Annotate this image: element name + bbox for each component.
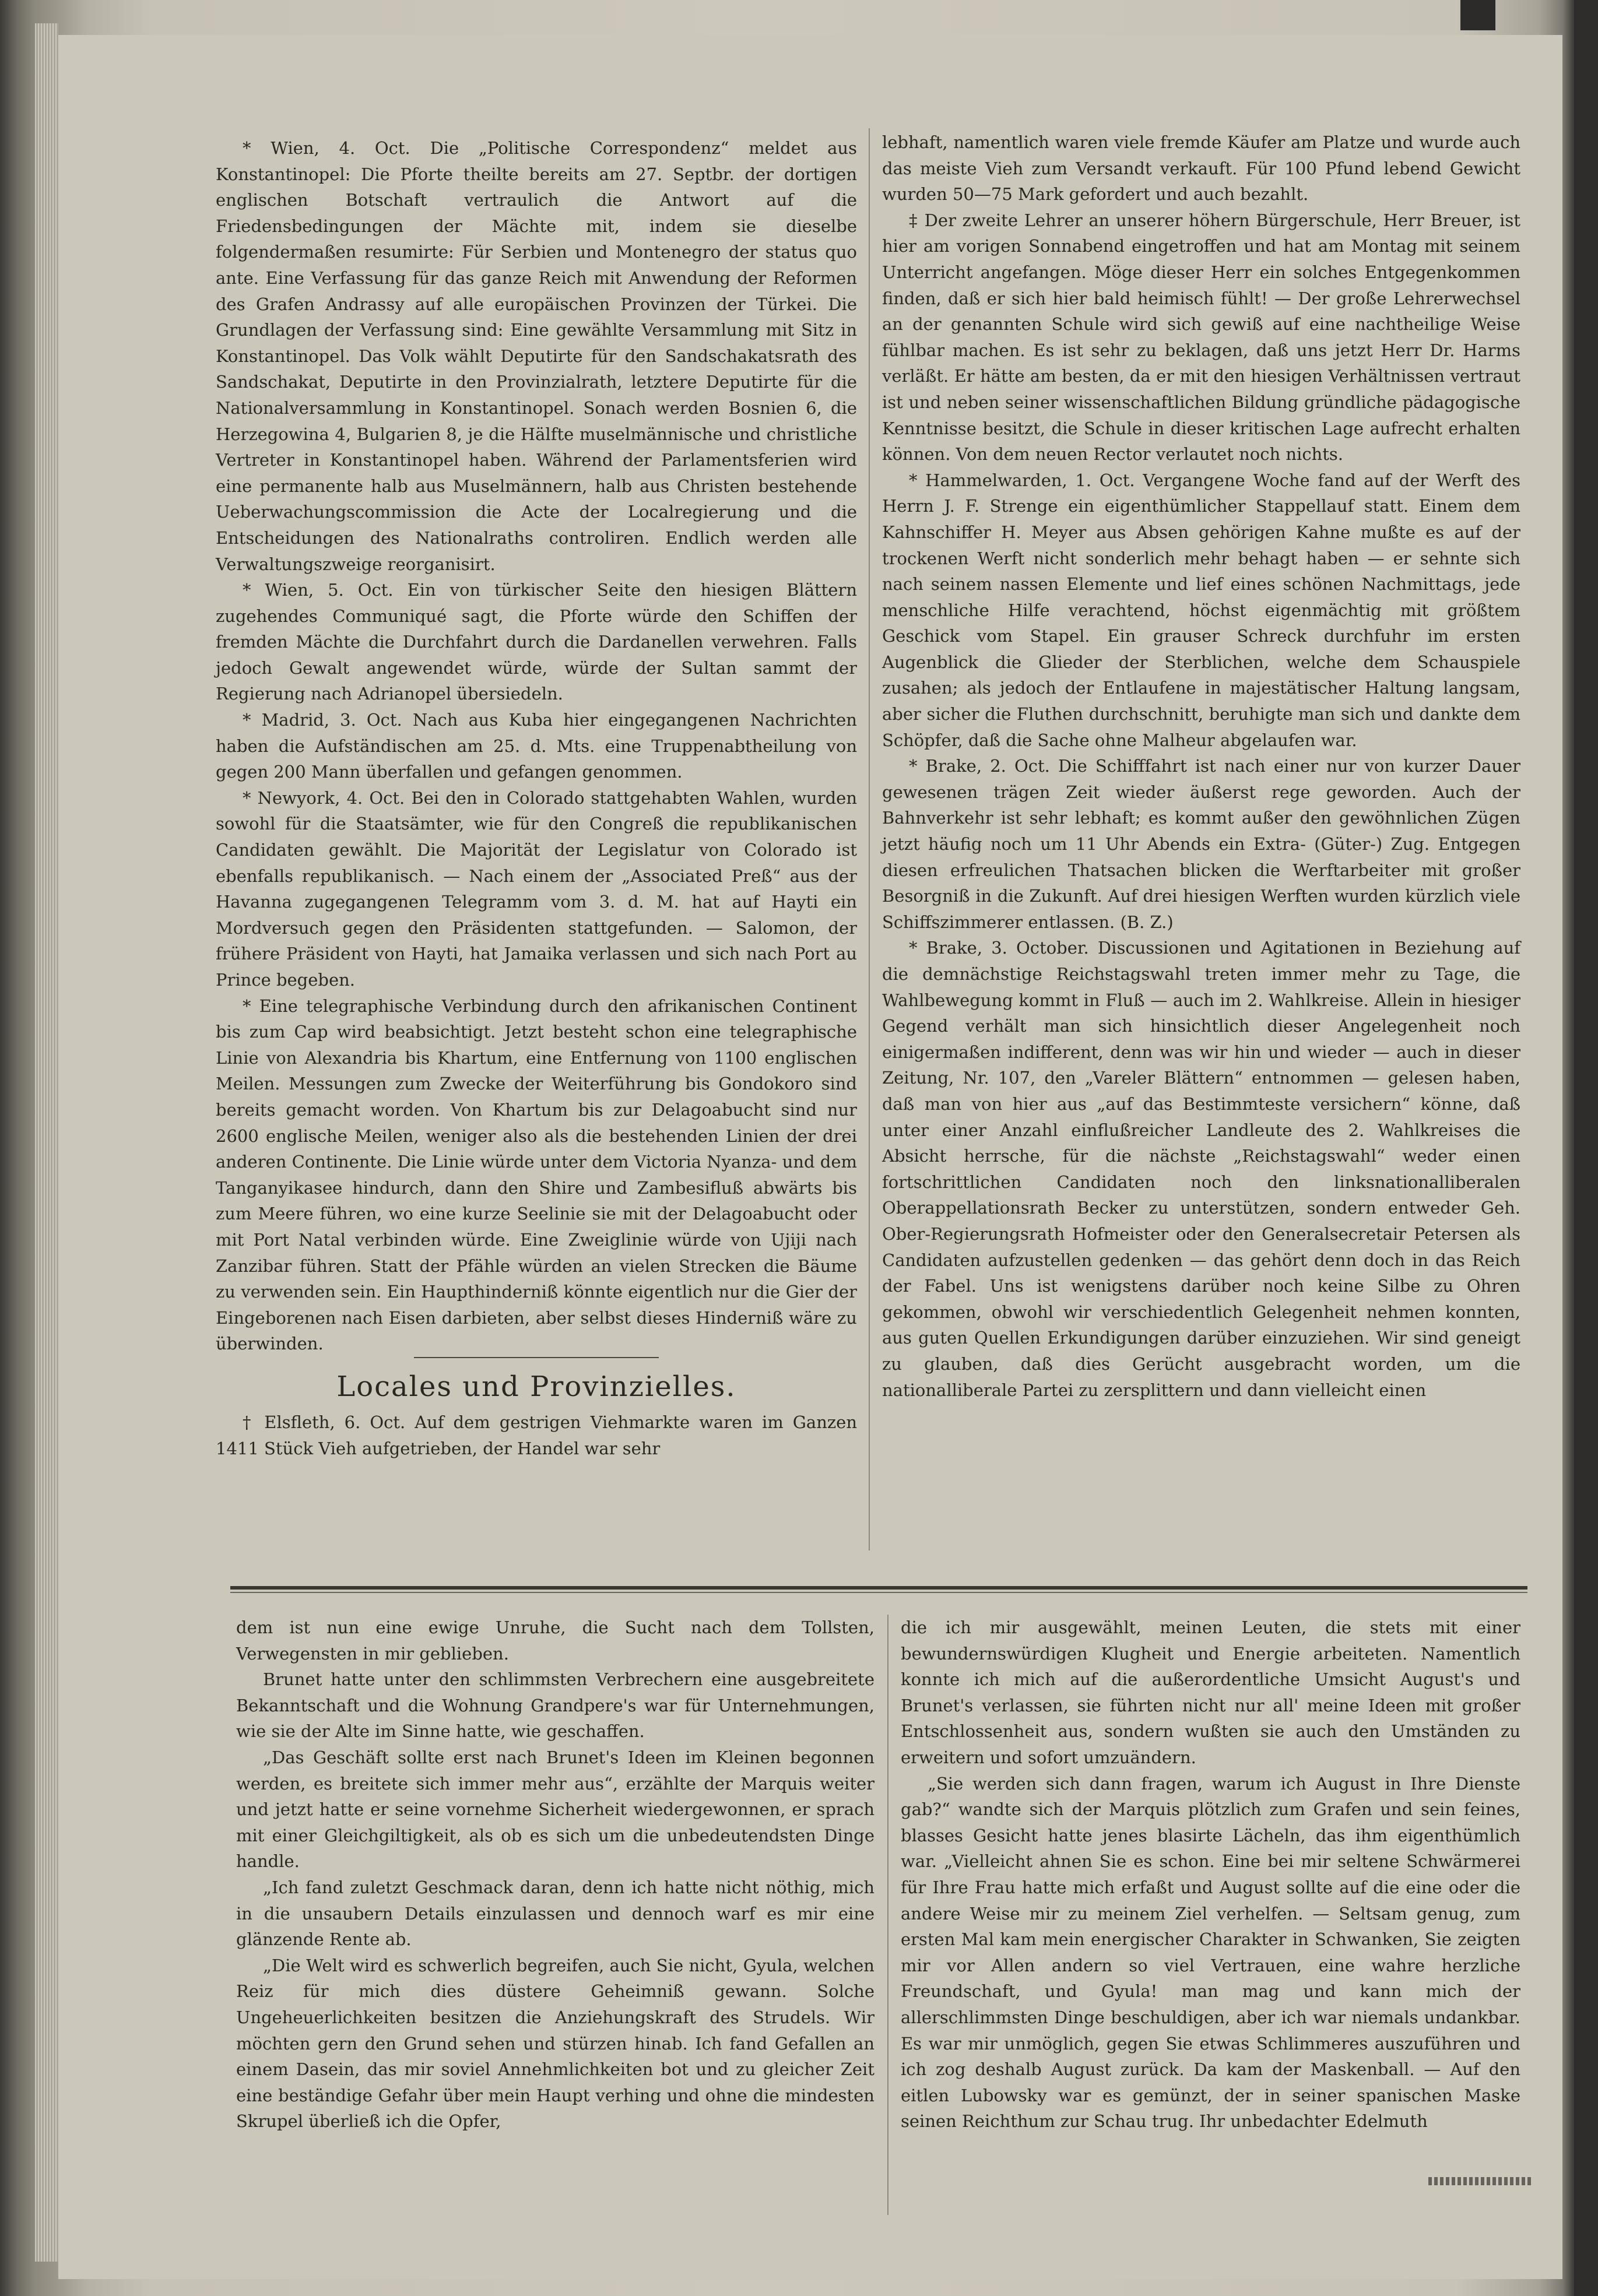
feuilleton-paragraph: „Sie werden sich dann fragen, warum ich August in Ihre Dienste gab?“ wandte sich der Marquis plötzlich zum Grafen und sein feines, blasses Gesicht hatte jenes blasirte Lächeln, das ihm eigenthümlich war. „Vielleicht ahnen Sie es schon. Eine bei mir seltene Schwärmerei für Ihre Frau hatte mich erfaßt und August sollte auf die eine oder die andere Weise mir zu meinem Ziel verhelfen. — Seltsam genug, zum ersten Mal kam mein energischer Charakter in Schwanken, Sie zeigten mir vor Allen andern so viel Vertrauen, eine wahre herzliche Freundschaft, und Gyula! man mag und kann mich der allerschlimmsten Dinge beschuldigen, aber ich war niemals undankbar. Es war mir unmöglich, gegen Sie etwas Schlimmeres auszuführen und ich zog deshalb August zurück. Da kam der Maskenball. — Auf den eitlen Lubowsky war es gemünzt, der in seiner spanischen Maske seinen Reichthum zur Schau trug. Ihr unbedachter Edelmuth bbox=[901, 1773, 1520, 2132]
feuilleton-divider-thin bbox=[230, 1592, 1527, 1593]
feuilleton-paragraph: dem ist nun eine ewige Unruhe, die Sucht nach dem Tollsten, Verwegensten in mir geblieben. bbox=[236, 1618, 874, 1664]
ink-smudge bbox=[1428, 2177, 1533, 2185]
feuilleton-column-left bbox=[236, 1615, 874, 2135]
page-edges bbox=[35, 23, 58, 2262]
column-divider bbox=[869, 128, 870, 1550]
feuilleton-divider bbox=[230, 1586, 1527, 1590]
article-telegraph-africa: * Eine telegraphische Verbindung durch den afrikanischen Continent bis zum Cap wird beabsichtigt. Jetzt besteht schon eine telegraphische Linie von Alexandria bis Khartum, eine Entfernung von 1100 englischen Meilen. Messungen zum Zwecke der Weiterführung bis Gondokoro sind bereits gemacht worden. Von Khartum bis zur Delagoabucht sind nur 2600 englische Meilen, weniger also als die bestehenden Linien der drei anderen Continente. Die Linie würde unter dem Victoria Nyanza- und dem Tanganyikasee hindurch, dann den Shire und Zambesifluß abwärts bis zum Meere führen, wo eine kurze Seelinie sie mit der Delagoabucht oder mit Port Natal verbinden würde. Eine Zweiglinie würde von Ujiji nach Zanzibar führen. Statt der Pfähle würden an vielen Strecken die Bäume zu verwenden sein. Ein Haupthinderniß könnte eigentlich nur die Gier der Eingeborenen nach Eisen darbieten, aber selbst dieses Hinderniß wäre zu überwinden. bbox=[216, 996, 857, 1354]
article-wien-4: * Wien, 4. Oct. Die „Politische Correspondenz“ meldet aus Konstantinopel: Die Pforte theilte bereits am 27. Septbr. der dortigen englischen Botschaft vertraulich die Antwort auf die Friedensbedingungen der Mächte mit, indem sie dieselbe folgendermaßen resumirte: Für Serbien und Montenegro der status quo ante. Eine Verfassung für das ganze Reich mit Anwendung der Reformen des Grafen Andrassy auf alle europäischen Provinzen der Türkei. Die Grundlagen der Verfassung sind: Eine gewählte Versammlung mit Sitz in Konstantinopel. Das Volk wählt Deputirte für den Sandschakatsrath des Sandschakat, Deputirte in den Provinzialrath, letztere Deputirte für die Nationalversammlung in Konstantinopel. Sonach werden Bosnien 6, die Herzegowina 4, Bulgarien 8, je die Hälfte muselmännische und christliche Vertreter in Konstantinopel haben. Während der Parlamentsferien wird eine permanente halb aus Muselmännern, halb aus Christen bestehende Ueberwachungscommission die Acte der Localregierung und die Entscheidungen des Nationalraths controliren. Endlich werden alle Verwaltungszweige reorganisirt. bbox=[216, 138, 857, 574]
feuilleton-paragraph: Brunet hatte unter den schlimmsten Verbrechern eine ausgebreitete Bekanntschaft und die Wohnung Grandpere's war für Unternehmungen, wie sie der Alte im Sinne hatte, wie geschaffen. bbox=[236, 1669, 874, 1742]
article-brake-2: * Brake, 2. Oct. Die Schifffahrt ist nach einer nur von kurzer Dauer gewesenen trägen Zeit wieder äußerst rege geworden. Auch der Bahnverkehr ist sehr lebhaft; es kommt außer den gewöhnlichen Zügen jetzt häufig noch um 11 Uhr Abends ein Extra- (Güter-) Zug. Entgegen diesen erfreulichen Thatsachen blicken die Werftarbeiter mit großer Besorgniß in die Zukunft. Auf drei hiesigen Werften wurden kürzlich viele Schiffszimmerer entlassen. (B. Z.) bbox=[882, 756, 1520, 932]
article-brake-3: * Brake, 3. October. Discussionen und Agitationen in Beziehung auf die demnächstige Reichstagswahl treten immer mehr zu Tage, die Wahlbewegung kommt in Fluß — auch im 2. Wahlkreise. Allein in hiesiger Gegend verhält man sich hinsichtlich dieser Angelegenheit noch einigermaßen indifferent, denn was wir hin und wieder — auch in dieser Zeitung, Nr. 107, den „Vareler Blättern“ entnommen — gelesen haben, daß man von hier aus „auf das Bestimmteste versichern“ könne, daß unter einer Anzahl einflußreicher Landleute des 2. Wahlkreises die Absicht herrsche, für die nächste „Reichstagswahl“ weder einen fortschrittlichen Candidaten noch den linksnationalliberalen Oberappellationsrath Becker zu unterstützen, sondern entweder Geh. Ober-Regierungsrath Hofmeister oder den Generalsecretair Petersen als Candidaten aufzustellen gedenken — das gehört denn doch in das Reich der Fabel. Uns ist wenigstens darüber noch keine Silbe zu Ohren gekommen, obwohl wir verschiedentlich Gelegenheit nehmen konnten, aus guten Quellen Erkundigungen darüber einzuziehen. Wir sind geneigt zu glauben, daß dies Gerücht ausgebracht worden, um die nationalliberale Partei zu zersplittern und dann vielleicht einen bbox=[882, 938, 1520, 1400]
news-column-left bbox=[216, 135, 857, 1461]
news-column-right bbox=[882, 129, 1520, 1403]
feuilleton-paragraph: „Ich fand zuletzt Geschmack daran, denn ich hatte nicht nöthig, mich in die unsaubern Details einzulassen und dennoch warf es mir eine glänzende Rente ab. bbox=[236, 1877, 874, 1950]
feuilleton-paragraph: „Das Geschäft sollte erst nach Brunet's Ideen im Kleinen begonnen werden, es breitete sich immer mehr aus“, erzählte der Marquis weiter und jetzt hatte er seine vornehme Sicherheit wiedergewonnen, er sprach mit einer Gleichgiltigkeit, als ob es sich um die unbedeutendsten Dinge handle. bbox=[236, 1747, 874, 1872]
heading-rule bbox=[414, 1357, 659, 1358]
article-wien-5: * Wien, 5. Oct. Ein von türkischer Seite den hiesigen Blättern zugehendes Communiqué sagt, die Pforte würde den Schiffen der fremden Mächte die Durchfahrt durch die Dardanellen verwehren. Falls jedoch Gewalt angewendet würde, würde der Sultan sammt der Regierung nach Adrianopel übersiedeln. bbox=[216, 580, 857, 704]
feuilleton-column-right bbox=[901, 1615, 1520, 2135]
next-page-edge bbox=[1574, 0, 1598, 2296]
section-heading: Locales und Provinzielles. bbox=[336, 1370, 736, 1403]
article-elsfleth-continued: lebhaft, namentlich waren viele fremde Käufer am Platze und wurde auch das meiste Vieh zum Versandt verkauft. Für 100 Pfund lebend Gewicht wurden 50—75 Mark gefordert und auch bezahlt. bbox=[882, 132, 1520, 205]
article-newyork: * Newyork, 4. Oct. Bei den in Colorado stattgehabten Wahlen, wurden sowohl für die Staatsämter, wie für den Congreß die republikanischen Candidaten gewählt. Die Majorität der Legislatur von Colorado ist ebenfalls republikanisch. — Nach einem der „Associated Preß“ aus der Havanna zugegangenen Telegramm vom 3. d. M. hat auf Hayti ein Mordversuch gegen den Präsidenten stattgefunden. — Salomon, der frühere Präsident von Hayti, hat Jamaika verlassen und sich nach Port au Prince begeben. bbox=[216, 787, 857, 990]
scan-edge-mark bbox=[1460, 0, 1495, 30]
article-hammelwarden: * Hammelwarden, 1. Oct. Vergangene Woche fand auf der Werft des Herrn J. F. Strenge ein eigenthümlicher Stappellauf statt. Einem dem Kahnschiffer H. Meyer aus Absen gehörigen Kahne mußte es auf der trockenen Werft nicht sonderlich mehr behagt haben — er sehnte sich nach seinem nassen Elemente und lief eines schönen Nachmittags, jede menschliche Hilfe verachtend, höchst eigenmächtig mit größtem Geschick vom Stapel. Ein grauser Schreck durchfuhr im ersten Augenblick die Glieder der Sterblichen, welche dem Schauspiele zusahen; als jedoch der Entlaufene in majestätischer Haltung langsam, aber sicher die Fluthen durchschnitt, beruhigte man sich und dankte dem Schöpfer, daß die Sache ohne Malheur abgelaufen war. bbox=[882, 470, 1520, 750]
feuilleton-paragraph: „Die Welt wird es schwerlich begreifen, auch Sie nicht, Gyula, welchen Reiz für mich dies düstere Geheimniß gewann. Solche Ungeheuerlichkeiten besitzen die Anziehungskraft des Strudels. Wir möchten gern den Grund sehen und stürzen hinab. Ich fand Gefallen an einem Dasein, das mir soviel Annehmlichkeiten bot und zu gleicher Zeit eine beständige Gefahr über mein Haupt verhing und ohne die mindesten Skrupel überließ ich die Opfer, bbox=[236, 1955, 874, 2132]
article-madrid: * Madrid, 3. Oct. Nach aus Kuba hier eingegangenen Nachrichten haben die Aufständischen am 25. d. Mts. eine Truppenabtheilung von gegen 200 Mann überfallen und gefangen genommen. bbox=[216, 710, 857, 782]
article-school-teacher: ‡ Der zweite Lehrer an unserer höhern Bürgerschule, Herr Breuer, ist hier am vorigen Sonnabend eingetroffen und hat am Montag mit seinem Unterricht angefangen. Möge dieser Herr ein solches Entgegenkommen finden, daß er sich hier bald heimisch fühlt! — Der große Lehrerwechsel an der genannten Schule wird sich gewiß auf eine nachtheilige Weise fühlbar machen. Es ist sehr zu beklagen, daß uns jetzt Herr Dr. Harms verläßt. Er hätte am besten, da er mit den hiesigen Verhältnissen vertraut ist und neben seiner wissenschaftlichen Bildung gründliche pädagogische Kenntnisse besitzt, die Schule in dieser kritischen Lage aufrecht erhalten können. Von dem neuen Rector verlautet noch nichts. bbox=[882, 210, 1520, 465]
feuilleton-column-divider bbox=[887, 1615, 888, 2215]
feuilleton-paragraph: die ich mir ausgewählt, meinen Leuten, die stets mit einer bewundernswürdigen Klugheit und Energie arbeiteten. Namentlich konnte ich mich auf die außerordentliche Umsicht August's und Brunet's verlassen, sie führten nicht nur all' meine Ideen mit großer Entschlossenheit aus, sondern wußten sie auch den Umständen zu erweitern und sofort umzuändern. bbox=[901, 1618, 1520, 1767]
article-elsfleth: † Elsfleth, 6. Oct. Auf dem gestrigen Viehmarkte waren im Ganzen 1411 Stück Vieh aufgetrieben, der Handel war sehr bbox=[216, 1412, 857, 1458]
